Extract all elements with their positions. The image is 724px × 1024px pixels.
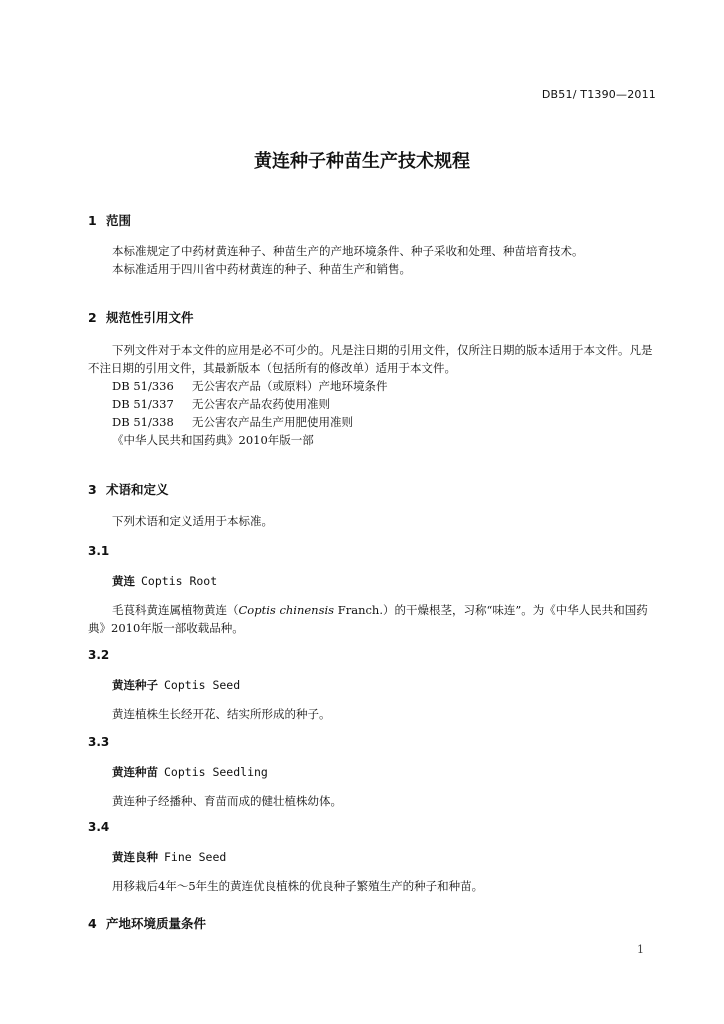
reference-item xyxy=(112,377,388,395)
term-name: 黄连种子 xyxy=(112,678,158,692)
term-number: 3.3 xyxy=(88,735,110,749)
term-english: Fine Seed xyxy=(164,850,227,864)
section-number: 2 xyxy=(88,310,97,325)
term-english: Coptis Root xyxy=(141,574,218,588)
standard-code: DB51/ T1390—2011 xyxy=(541,88,656,101)
section-1-heading xyxy=(88,211,131,229)
term-english: Coptis Seed xyxy=(164,678,241,692)
term-heading xyxy=(112,677,240,693)
normative-intro-paragraph: 下列文件对于本文件的应用是必不可少的。凡是注日期的引用文件，仅所注日期的版本适用于本文件。凡是不注日期的引用文件，其最新版本（包括所有的修改单）适用于本文件。 xyxy=(88,343,653,375)
terms-intro: 下列术语和定义适用于本标准。 xyxy=(112,514,273,528)
scope-paragraph-1: 本标准规定了中药材黄连种子、种苗生产的产地环境条件、种子采收和处理、种苗培育技术。 xyxy=(112,244,584,258)
section-title: 规范性引用文件 xyxy=(106,310,194,325)
reference-code: DB 51/337 xyxy=(112,397,174,411)
reference-code: DB 51/338 xyxy=(112,415,174,429)
reference-title: 无公害农产品生产用肥使用准则 xyxy=(192,415,353,429)
document-title: 黄连种子种苗生产技术规程 xyxy=(254,151,470,172)
term-english: Coptis Seedling xyxy=(164,765,268,779)
reference-title: 无公害农产品农药使用准则 xyxy=(192,397,330,411)
reference-item xyxy=(112,413,353,431)
section-4-heading xyxy=(88,914,206,932)
term-name: 黄连种苗 xyxy=(112,765,158,779)
scope-paragraph-2: 本标准适用于四川省中药材黄连的种子、种苗生产和销售。 xyxy=(112,262,411,276)
definition-text: Franch.）的干燥根茎，习称“味连”。为《中华人民共和国药典》2010年版一部收载品种。 xyxy=(88,603,648,635)
term-number: 3.1 xyxy=(88,544,110,558)
term-definition: 黄连种子经播种、育苗而成的健壮植株幼体。 xyxy=(112,794,342,808)
latin-name: Coptis chinensis xyxy=(238,603,335,617)
section-number: 4 xyxy=(88,916,97,931)
term-number: 3.4 xyxy=(88,820,110,834)
term-number: 3.2 xyxy=(88,648,110,662)
section-title: 范围 xyxy=(106,213,132,228)
term-definition: 用移栽后4年～5年生的黄连优良植株的优良种子繁殖生产的种子和种苗。 xyxy=(112,879,484,893)
section-3-heading xyxy=(88,480,169,498)
term-definition: 黄连植株生长经开花、结实所形成的种子。 xyxy=(112,707,331,721)
term-heading xyxy=(112,849,226,865)
section-number: 1 xyxy=(88,213,97,228)
term-definition xyxy=(88,601,658,637)
pharmacopoeia-reference: 《中华人民共和国药典》2010年版一部 xyxy=(112,433,314,447)
page-number: 1 xyxy=(637,943,644,956)
section-title: 术语和定义 xyxy=(106,482,169,497)
reference-title: 无公害农产品（或原料）产地环境条件 xyxy=(192,379,388,393)
definition-text: 毛茛科黄连属植物黄连（ xyxy=(112,603,239,617)
section-2-heading xyxy=(88,308,194,326)
term-name: 黄连 xyxy=(112,574,135,588)
section-title: 产地环境质量条件 xyxy=(106,916,207,931)
term-heading xyxy=(112,764,268,780)
section-number: 3 xyxy=(88,482,97,497)
reference-item xyxy=(112,395,330,413)
term-heading xyxy=(112,573,217,589)
reference-code: DB 51/336 xyxy=(112,379,174,393)
term-name: 黄连良种 xyxy=(112,850,158,864)
